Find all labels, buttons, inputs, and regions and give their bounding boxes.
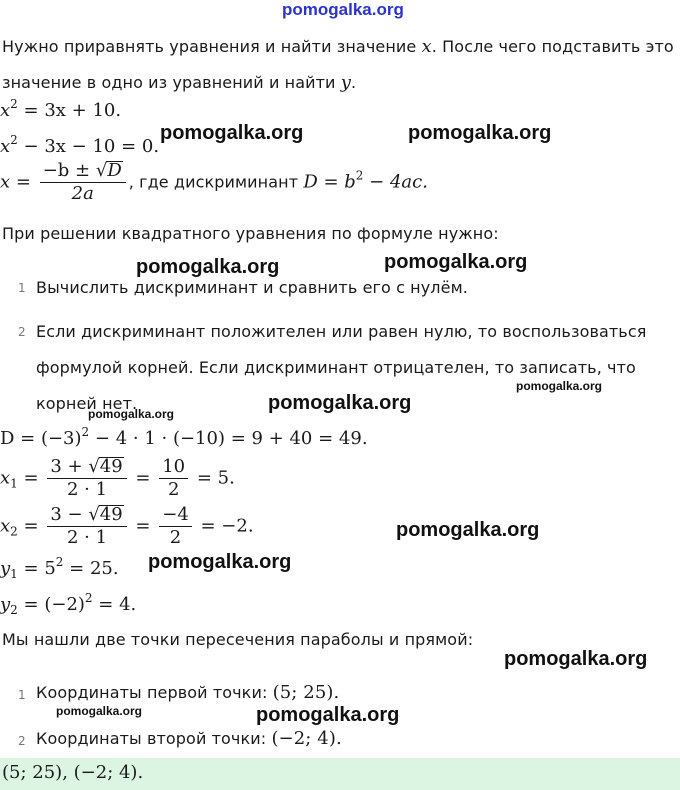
watermark: pomogalka.org [408, 122, 552, 144]
var-x: x [421, 36, 432, 57]
points-heading: Мы нашли две точки пересечения параболы и прямой: [2, 630, 474, 649]
watermark: pomogalka.org [396, 519, 540, 541]
watermark: pomogalka.org [148, 551, 292, 573]
x2-calc: $x_2$ = $\frac{3 - √49}{2 \cdot 1}$ = $\frac{-4}{2}$ = −2. [0, 504, 254, 548]
point-2: Координаты второй точки: (−2; 4). [36, 728, 342, 749]
watermark: pomogalka.org [136, 256, 280, 278]
intro-text-1a: Нужно приравнять уравнения и найти значение [2, 37, 422, 56]
point-2-value: (−2; 4). [271, 728, 342, 749]
equation-2: $x^2 - 3x - 10 = 0$. [0, 133, 160, 157]
intro-text-2b: . [351, 73, 357, 92]
watermark: pomogalka.org [256, 704, 400, 726]
intro-line-1 [2, 36, 674, 57]
var-y: y [340, 72, 351, 93]
intro-text-2a: значение в одно из уравнений и найти [2, 73, 341, 92]
intro-text-1b: . После чего подставить это [431, 37, 674, 56]
watermark: pomogalka.org [268, 392, 412, 414]
watermark: pomogalka.org [88, 407, 175, 421]
watermark: pomogalka.org [384, 251, 528, 273]
discriminant-calc: $D = (-3)^2 - 4 \cdot 1 \cdot (-10) = 9 + 40 = 49$. [0, 425, 368, 449]
equation-1-rhs: = 3x + 10. [17, 100, 122, 121]
point-1-value: (5; 25). [272, 682, 340, 703]
answer-box [0, 758, 680, 790]
point-2-number: 2 [18, 734, 26, 748]
rule-heading: При решении квадратного уравнения по формуле нужно: [2, 224, 499, 243]
watermark: pomogalka.org [160, 122, 304, 144]
watermark: pomogalka.org [504, 648, 648, 670]
discriminant-def: D = b [303, 171, 356, 193]
point-1: Координаты первой точки: (5; 25). [36, 682, 340, 703]
equation-1: $x^2 = 3x + 10$. [0, 97, 122, 121]
formula-tail: , где дискриминант [128, 172, 304, 192]
y1-calc: $y_1 = 5^2 = 25$. [0, 555, 119, 581]
watermark: pomogalka.org [516, 379, 603, 393]
answer-text: (5; 25), (−2; 4). [2, 762, 144, 783]
rule-item-1: Вычислить дискриминант и сравнить его с нулём. [36, 278, 468, 297]
rule-item-2-line-2: формулой корней. Если дискриминант отрицателен, то записать, что [36, 358, 636, 377]
x1-calc: $x_1$ = $\frac{3 + √49}{2 \cdot 1}$ = $\frac{10}{2}$ = 5. [0, 456, 235, 500]
rule-item-2-number: 2 [18, 325, 26, 339]
quadratic-formula: x = $\frac{-b \pm √D}{2a}$ , где дискриминант $D = b^2 - 4ac$. [0, 160, 428, 204]
y2-calc: $y_2 = (-2)^2 = 4$. [0, 591, 137, 617]
point-1-number: 1 [18, 688, 26, 702]
discriminant-def-tail: − 4ac. [363, 171, 428, 193]
intro-line-2 [2, 72, 356, 93]
rule-item-2-line-3: корней нет. [36, 394, 138, 413]
formula-fraction: $\frac{-b \pm √D}{2a}$ [40, 160, 126, 205]
rule-item-2-line-1: Если дискриминант положителен или равен нулю, то воспользоваться [36, 322, 647, 341]
watermark: pomogalka.org [56, 704, 143, 718]
site-header-link[interactable]: pomogalka.org [282, 0, 404, 19]
rule-item-1-number: 1 [18, 281, 26, 295]
equation-2-rhs: − 3x − 10 = 0. [17, 136, 160, 157]
